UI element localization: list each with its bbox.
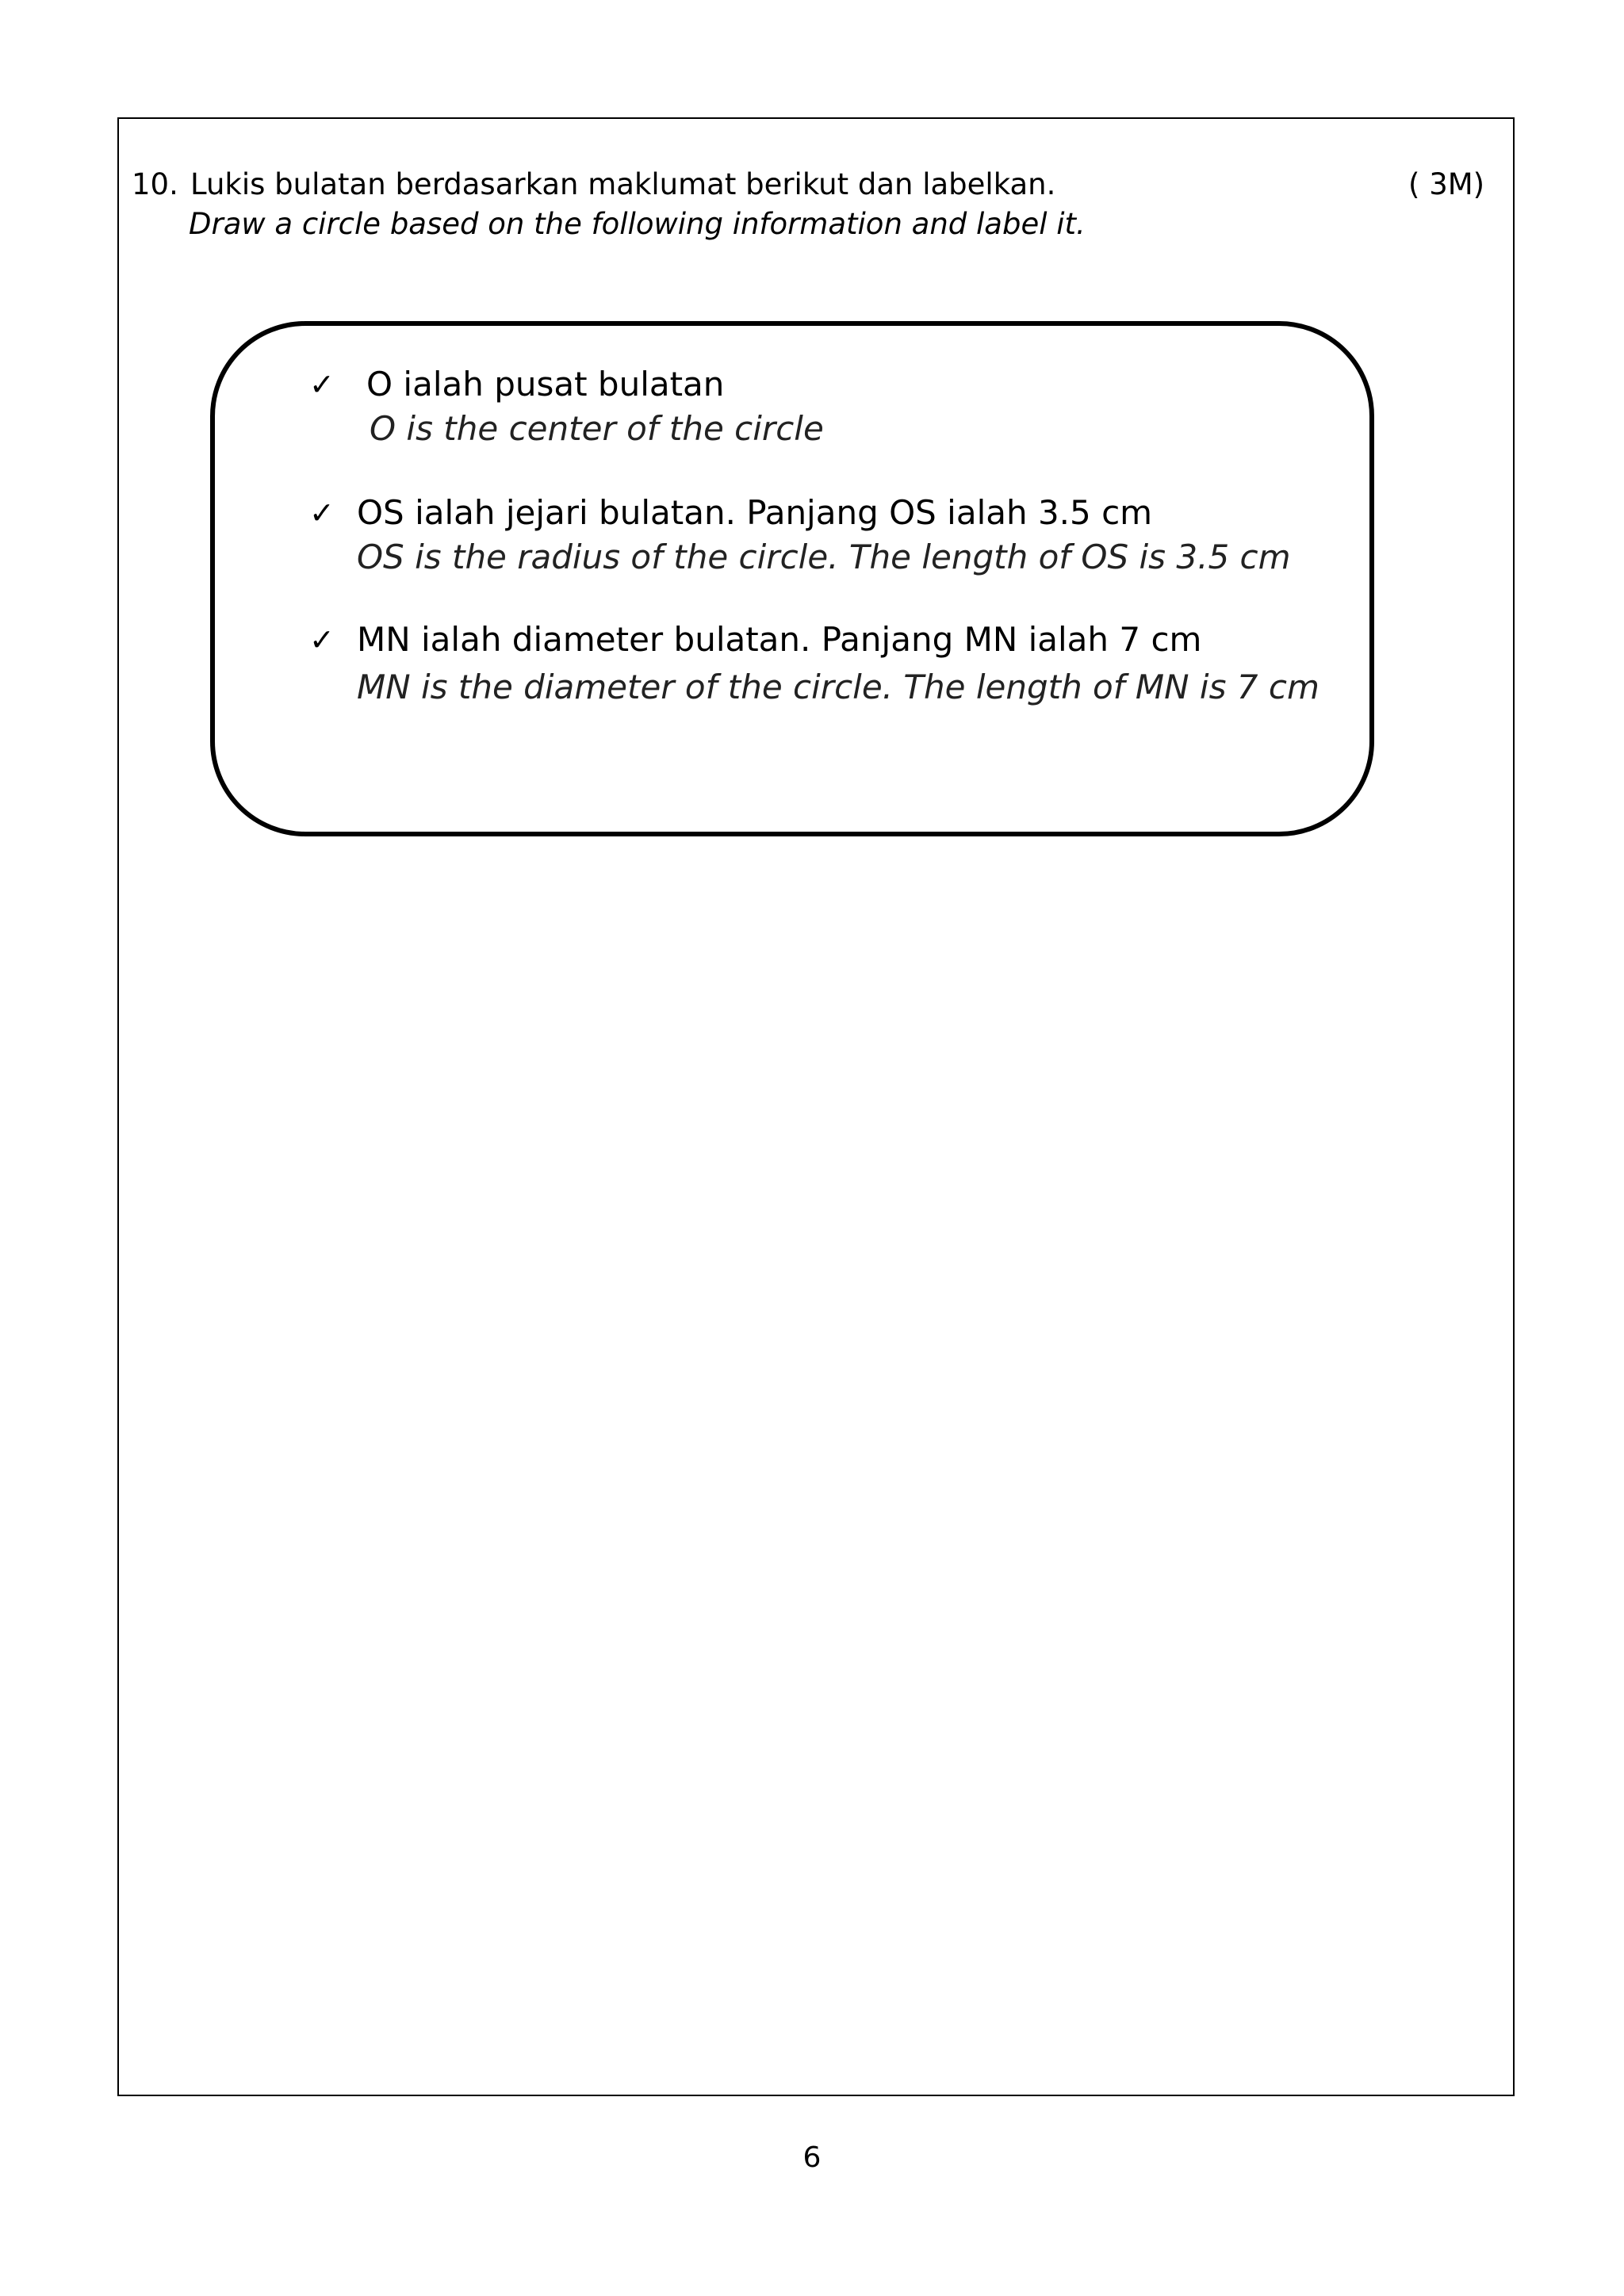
info-item-text-malay: MN ialah diameter bulatan. Panjang MN ialah 7 cm [357, 620, 1202, 659]
checkmark-icon: ✓ [309, 496, 335, 530]
info-item-text-english: OS is the radius of the circle. The length of OS is 3.5 cm [357, 538, 1291, 576]
info-item-text-english: O is the center of the circle [370, 409, 824, 448]
question-text-malay: Lukis bulatan berdasarkan maklumat berikut dan labelkan. [190, 167, 1056, 201]
question-number: 10. [132, 167, 178, 201]
info-item-text-malay: OS ialah jejari bulatan. Panjang OS ialah 3.5 cm [357, 493, 1153, 532]
drawing-answer-area[interactable] [127, 864, 1507, 2085]
checkmark-icon: ✓ [309, 622, 335, 657]
page-number: 6 [802, 2141, 822, 2174]
info-item-text-english: MN is the diameter of the circle. The length of MN is 7 cm [357, 668, 1320, 706]
marks-label: ( 3M) [1408, 167, 1485, 201]
question-text-english: Draw a circle based on the following information and label it. [189, 207, 1086, 241]
checkmark-icon: ✓ [309, 367, 335, 402]
info-item-text-malay: O ialah pusat bulatan [366, 365, 725, 404]
